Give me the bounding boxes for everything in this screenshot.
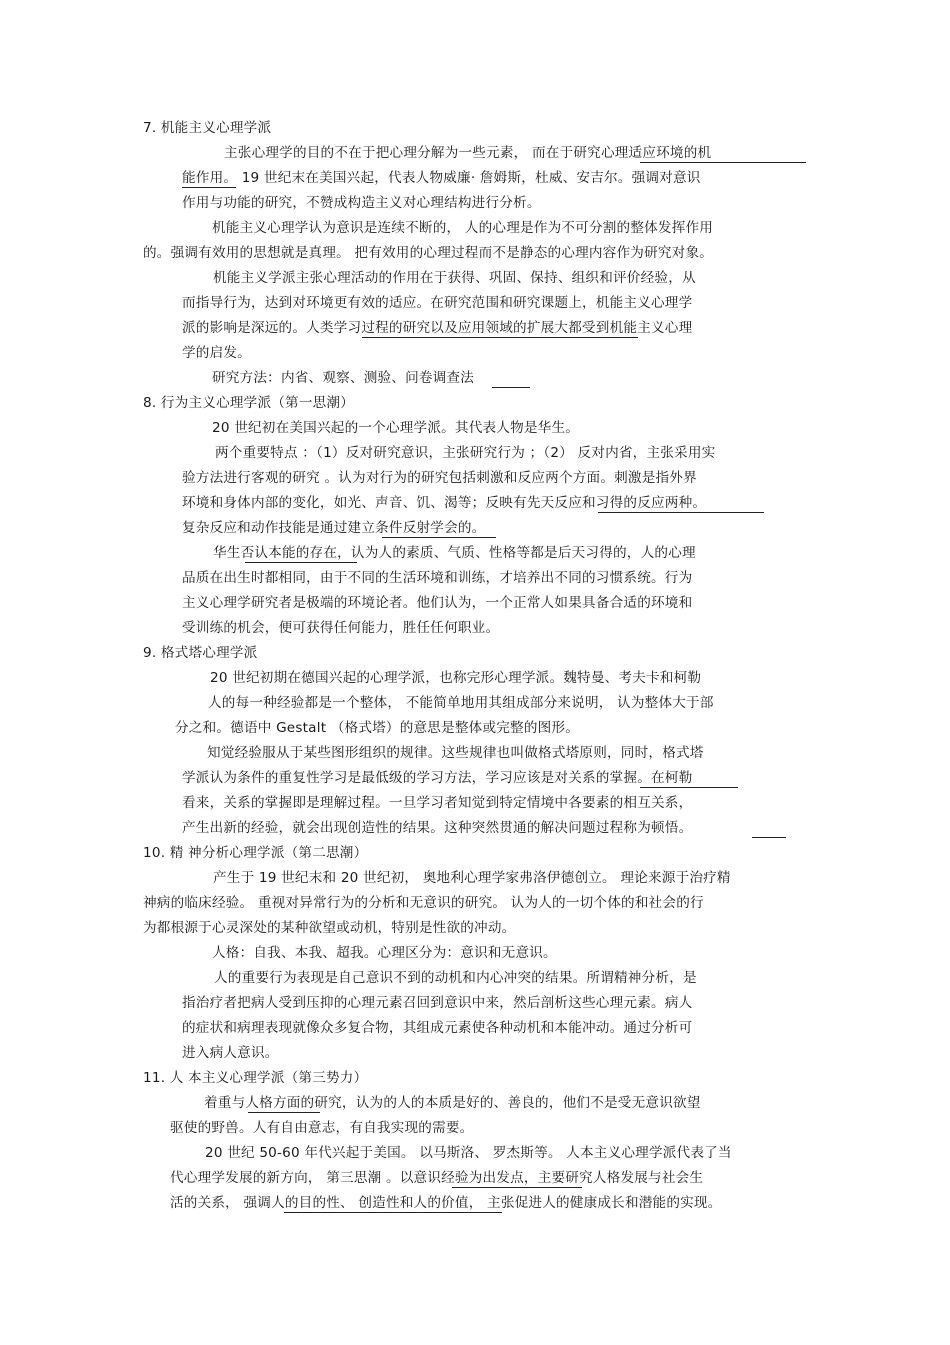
section-11-line: 代心理学发展的新方向， 第三思潮 。以意识经验为出发点，主要研究人格发展与社会生 [170,1170,704,1186]
section-7-line: 机能主义心理学认为意识是连续不断的， 人的心理是作为不可分割的整体发挥作用 [212,220,714,236]
section-11-line: 20 世纪 50-60 年代兴起于美国。 以马斯洛、 罗杰斯等。 人本主义心理学派代表了当 [205,1145,732,1161]
section-10-line: 人的重要行为表现是自己意识不到的动机和内心冲突的结果。所谓精神分析，是 [214,970,697,986]
section-8-line: 品质在出生时都相同，由于不同的生活环境和训练，才培养出不同的习惯系统。行为 [182,570,693,586]
section-8-line: 主义心理学研究者是极端的环境论者。他们认为，一个正常人如果具备合适的环境和 [182,595,693,611]
section-7-line: 研究方法：内省、观察、测验、问卷调查法 [212,370,475,386]
section-10-line: 神病的临床经验。 重视对异常行为的分析和无意识的研究。 认为人的一切个体的和社会的行 [143,895,704,911]
section-7-line: 作用与功能的研究，不赞成构造主义对心理结构进行分析。 [182,195,541,211]
underline-mark [382,537,496,538]
section-9-line: 人的每一种经验都是一个整体， 不能简单地用其组成部分来说明， 认为整体大于部 [208,695,714,711]
section-7-line: 能作用。 19 世纪末在美国兴起，代表人物威廉· 詹姆斯，杜威、安吉尔。强调对意识 [182,170,701,186]
section-10-line: 进入病人意识。 [182,1045,279,1061]
section-8-line: 华生否认本能的存在，认为人的素质、气质、性格等都是后天习得的，人的心理 [213,545,696,561]
section-11-heading: 11. 人 本主义心理学派（第三势力） [143,1070,368,1086]
underline-mark [248,1112,320,1113]
section-9-line: 学派认为条件的重复性学习是最低级的学习方法，学习应该是对关系的掌握。在柯勒 [182,770,693,786]
section-8-line: 验方法进行客观的研究 。认为对行为的研究包括刺激和反应两个方面。刺激是指外界 [182,470,697,486]
underline-mark [598,512,764,513]
underline-mark [452,1187,582,1188]
section-10-heading: 10. 精 神分析心理学派（第二思潮） [143,845,368,861]
section-8-heading: 8. 行为主义心理学派（第一思潮） [143,395,355,411]
section-9-line: 分之和。德语中 Gestalt （格式塔）的意思是整体或完整的图形。 [175,720,580,736]
section-7-line: 学的启发。 [182,345,251,361]
section-9-heading: 9. 格式塔心理学派 [143,645,258,661]
section-10-line: 的症状和病理表现就像众多复合物，其组成元素使各种动机和本能冲动。通过分析可 [182,1020,693,1036]
section-11-line: 驱使的野兽。人有自由意志，有自我实现的需要。 [170,1120,474,1136]
section-7-line: 而指导行为，达到对环境更有效的适应。在研究范围和研究课题上，机能主义心理学 [182,295,693,311]
section-10-line: 产生于 19 世纪末和 20 世纪初， 奥地利心理学家弗洛伊德创立。 理论来源于治疗精 [213,870,731,886]
section-8-line: 环境和身体内部的变化，如光、声音、饥、渴等；反映有先天反应和习得的反应两种。 [182,495,707,511]
underline-mark [245,562,357,563]
underline-mark [640,787,738,788]
underline-mark [362,337,638,338]
section-9-line: 20 世纪初期在德国兴起的心理学派，也称完形心理学派。魏特曼、考夫卡和柯勒 [210,670,702,686]
section-8-line: 两个重要特点 ：（1）反对研究意识，主张研究行为 ；（2） 反对内省，主张采用实 [215,445,716,461]
section-8-line: 20 世纪初在美国兴起的一个心理学派。其代表人物是华生。 [212,420,580,436]
section-7-line: 主张心理学的目的不在于把心理分解为一些元素， 而在于研究心理适应环境的机 [224,145,712,161]
underline-mark [752,837,786,838]
section-9-line: 知觉经验服从于某些图形组织的规律。这些规律也叫做格式塔原则，同时，格式塔 [207,745,704,761]
section-10-line: 人格：自我、本我、超我。心理区分为：意识和无意识。 [212,945,557,961]
section-7-heading: 7. 机能主义心理学派 [143,120,272,136]
section-7-line: 的。强调有效用的思想就是真理。 把有效用的心理过程而不是静态的心理内容作为研究对象。 [143,245,714,261]
section-10-line: 指治疗者把病人受到压抑的心理元素召回到意识中来，然后剖析这些心理元素。病人 [182,995,693,1011]
section-11-line: 着重与人格方面的研究，认为的人的本质是好的、善良的，他们不是受无意识欲望 [204,1095,701,1111]
section-9-line: 看来，关系的掌握即是理解过程。一旦学习者知觉到特定情境中各要素的相互关系， [182,795,693,811]
section-8-line: 复杂反应和动作技能是通过建立条件反射学会的。 [182,520,486,536]
underline-mark [284,1212,502,1213]
section-8-line: 受训练的机会，便可获得任何能力，胜任任何职业。 [182,620,500,636]
section-7-line: 机能主义学派主张心理活动的作用在于获得、巩固、保持、组织和评价经验，从 [213,270,696,286]
section-11-line: 活的关系， 强调人的目的性、 创造性和人的价值， 主张促进人的健康成长和潜能的实现。 [170,1195,722,1211]
section-10-line: 为都根源于心灵深处的某种欲望或动机，特别是性欲的冲动。 [143,920,516,936]
underline-mark [640,162,806,163]
underline-mark [492,387,530,388]
underline-mark [182,187,236,188]
section-9-line: 产生出新的经验，就会出现创造性的结果。这种突然贯通的解决问题过程称为顿悟。 [182,820,693,836]
section-7-line: 派的影响是深远的。人类学习过程的研究以及应用领域的扩展大都受到机能主义心理 [182,320,693,336]
